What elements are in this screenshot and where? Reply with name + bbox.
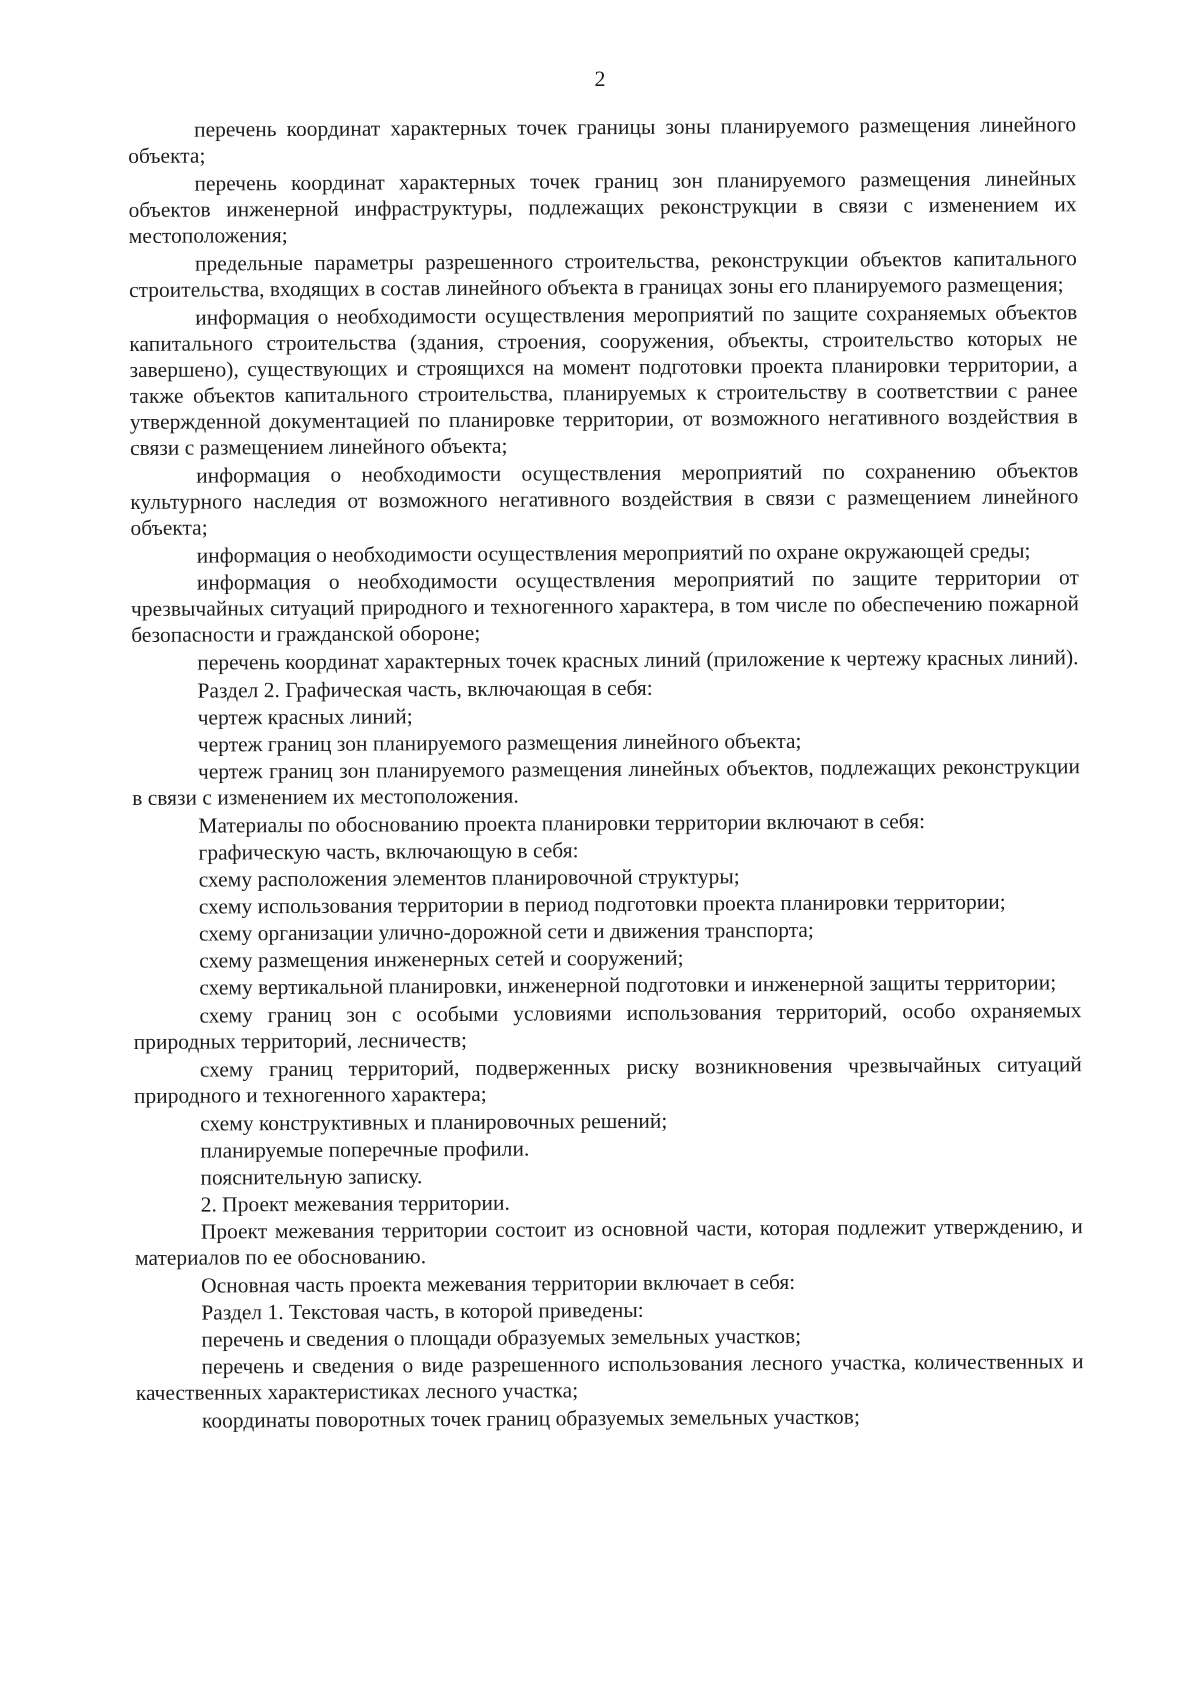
paragraph: информация о необходимости осуществления мероприятий по охране окружающей среды; bbox=[196, 538, 1031, 568]
list-item: схему размещения инженерных сетей и сооружений; bbox=[199, 945, 684, 973]
paragraph: Проект межевания территории состоит из основной части, которая подлежит утверждению, и материалов по ее обоснованию. bbox=[134, 1214, 1083, 1270]
list-item: чертеж красных линий; bbox=[197, 704, 413, 730]
paragraph: перечень координат характерных точек красных линий (приложение к чертежу красных линий). bbox=[197, 645, 1079, 675]
paragraph: Основная часть проекта межевания территории включает в себя: bbox=[201, 1269, 796, 1298]
paragraph: информация о необходимости осуществления мероприятий по защите сохраняемых объектов капитального строительства (здания, строения, сооружения, объекты, строительство которых не завершено), существующих и строящихся на момент подготовки проекта планировки территории, а также объектов капитального строительства, планируемых к строительству в соответствии с ранее утвержденной документацией по планировке территории, от возможного негативного воздействия в связи с размещением линейного объекта; bbox=[129, 300, 1078, 460]
paragraph: предельные параметры разрешенного строительства, реконструкции объектов капитального строительства, входящих в состав линейного объекта в границах зоны его планируемого размещения; bbox=[128, 246, 1077, 302]
list-item: чертеж границ зон планируемого размещения линейного объекта; bbox=[197, 728, 802, 757]
list-item: схему границ зон с особыми условиями использования территорий, особо охраняемых природных территорий, лесничеств; bbox=[133, 998, 1082, 1054]
list-item: схему границ территорий, подверженных риску возникновения чрезвычайных ситуаций природного и техногенного характера; bbox=[133, 1052, 1082, 1108]
list-item: схему конструктивных и планировочных решений; bbox=[200, 1108, 668, 1136]
paragraph: Материалы по обоснованию проекта планировки территории включают в себя: bbox=[198, 809, 926, 838]
section-heading: Раздел 1. Текстовая часть, в которой приведены: bbox=[201, 1297, 644, 1325]
list-item: чертеж границ зон планируемого размещения линейных объектов, подлежащих реконструкции в связи с изменением их местоположения. bbox=[132, 754, 1081, 810]
page-number: 2 bbox=[594, 66, 606, 91]
paragraph: информация о необходимости осуществления мероприятий по сохранению объектов культурного наследия от возможного негативного воздействия в связи с размещением линейного объекта; bbox=[130, 458, 1079, 540]
list-item: координаты поворотных точек границ образуемых земельных участков; bbox=[201, 1404, 860, 1433]
list-item: схему расположения элементов планировочной структуры; bbox=[198, 864, 740, 892]
list-item: пояснительную записку. bbox=[200, 1164, 423, 1190]
paragraph: перечень координат характерных точек границы зоны планируемого размещения линейного объекта; bbox=[128, 112, 1077, 168]
list-item: графическую часть, включающую в себя: bbox=[198, 838, 579, 865]
list-item: перечень и сведения о виде разрешенного использования лесного участка, количественных и качественных характеристиках лесного участка; bbox=[135, 1349, 1084, 1405]
list-item: схему вертикальной планировки, инженерной подготовки и инженерной защиты территории; bbox=[199, 970, 1057, 1000]
list-item: схему использования территории в период подготовки проекта планировки территории; bbox=[198, 889, 1006, 919]
document-body bbox=[128, 111, 1084, 1435]
list-item: перечень и сведения о площади образуемых земельных участков; bbox=[201, 1323, 802, 1352]
section-heading: Раздел 2. Графическая часть, включающая в себя: bbox=[197, 675, 653, 703]
list-item: схему организации улично-дорожной сети и движения транспорта; bbox=[198, 917, 814, 946]
list-item: планируемые поперечные профили. bbox=[200, 1136, 530, 1163]
paragraph: информация о необходимости осуществления мероприятий по защите территории от чрезвычайных ситуаций природного и техногенного характера, в том числе по обеспечению пожарной безопасности и гражданской обороне; bbox=[130, 565, 1080, 647]
section-heading: 2. Проект межевания территории. bbox=[200, 1190, 510, 1217]
paragraph: перечень координат характерных точек границ зон планируемого размещения линейных объектов инженерной инфраструктуры, подлежащих реконструкции в связи с изменением их местоположения; bbox=[128, 166, 1077, 248]
